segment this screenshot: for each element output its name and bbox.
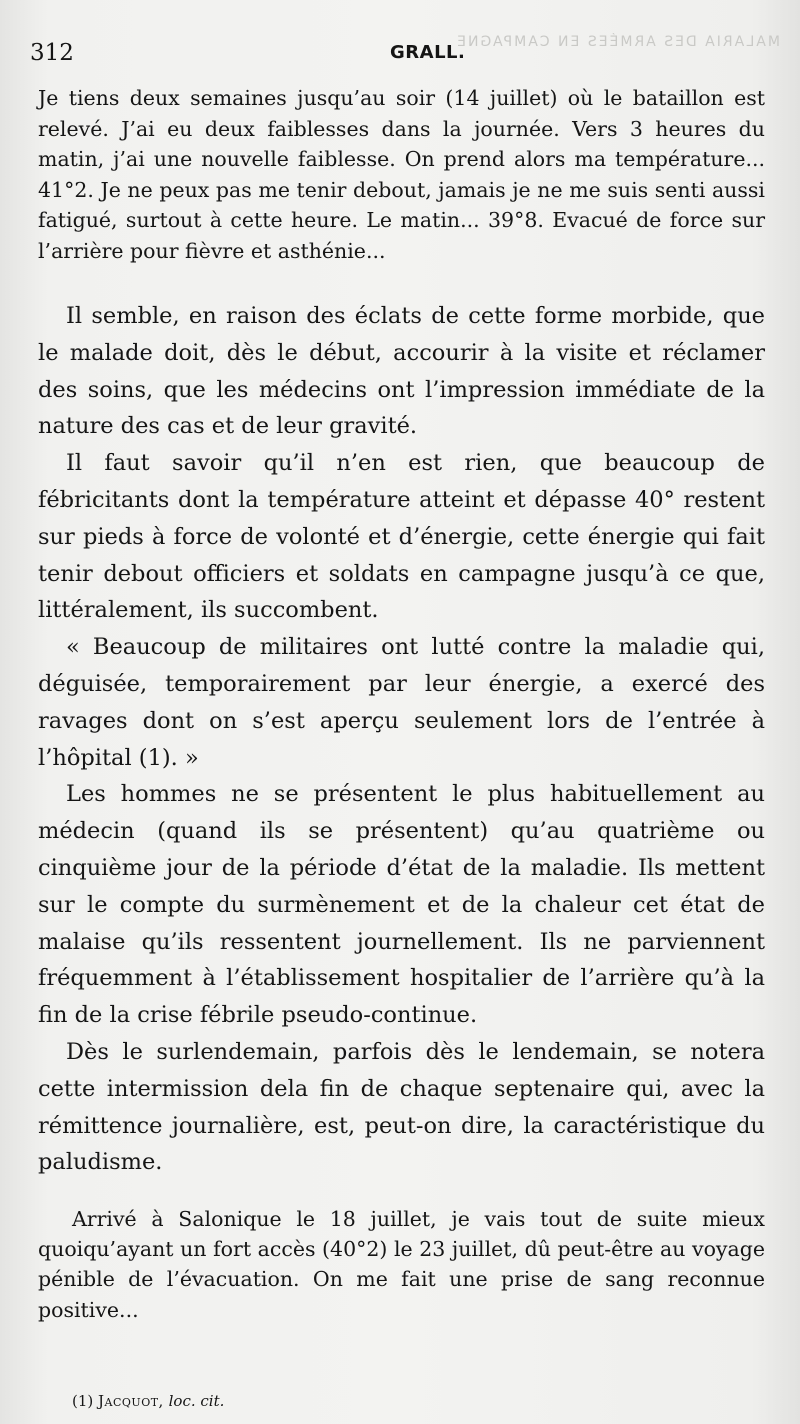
paragraph-5: Dès le surlendemain, parfois dès le lendemain, se notera cette intermission dela fin de chaque septenaire qui, avec la rémittence journalière, est, peut-on dire, la caractéristique du paludisme. xyxy=(38,1038,765,1176)
running-title: GRALL. xyxy=(390,42,466,63)
footnote-reference: loc. cit. xyxy=(168,1392,225,1410)
paragraph-3: « Beaucoup de militaires ont lutté contre la maladie qui, déguisée, temporairement par leur énergie, a exercé des ravages dont on s’est aperçu seulement lors de l’entrée à l’hôpital (1). » xyxy=(38,634,765,771)
body-text xyxy=(38,298,765,1181)
paragraph-4: Les hommes ne se présentent le plus habituellement au médecin (quand ils se présentent) qu’au quatrième ou cinquième jour de la période d’état de la maladie. Ils mettent sur le compte du surmènement et de la chaleur cet état de malaise qu’ils ressentent journellement. Ils ne parviennent fréquemment à l’établissement hospitalier de l’arrière qu’à la fin de la crise fébrile pseudo-continue. xyxy=(38,781,765,1029)
running-head xyxy=(30,40,770,70)
show-through-text: MALARIA DES ARMÉES EN CAMPAGNE xyxy=(455,34,780,50)
footnote-marker: (1) xyxy=(72,1392,94,1410)
paragraph-1: Il semble, en raison des éclats de cette forme morbide, que le malade doit, dès le début, accourir à la visite et réclamer des soins, que les médecins ont l’impression immédiate de la nature des cas et de leur gravité. xyxy=(38,303,765,440)
footnote xyxy=(72,1392,224,1410)
footnote-author: Jacquot, xyxy=(98,1392,164,1410)
page-number: 312 xyxy=(30,40,74,66)
patient-quote-2: Arrivé à Salonique le 18 juillet, je vais tout de suite mieux quoiqu’ayant un fort accès (40°2) le 23 juillet, dû peut-être au voyage pénible de l’évacuation. On me fait une prise de sang reconnue positive... xyxy=(38,1207,765,1322)
paragraph-2: Il faut savoir qu’il n’en est rien, que beaucoup de fébricitants dont la température atteint et dépasse 40° restent sur pieds à force de volonté et d’énergie, cette énergie qui fait tenir debout officiers et soldats en campagne jusqu’à ce que, littéralement, ils succombent. xyxy=(38,450,765,624)
patient-quote-1: Je tiens deux semaines jusqu’au soir (14 juillet) où le bataillon est relevé. J’ai eu deux faiblesses dans la journée. Vers 3 heures du matin, j’ai une nouvelle faiblesse. On prend alors ma température... 41°2. Je ne peux pas me tenir debout, jamais je ne me suis senti aussi fatigué, surtout à cette heure. Le matin... 39°8. Evacué de force sur l’arrière pour fièvre et asthénie... xyxy=(38,86,765,263)
